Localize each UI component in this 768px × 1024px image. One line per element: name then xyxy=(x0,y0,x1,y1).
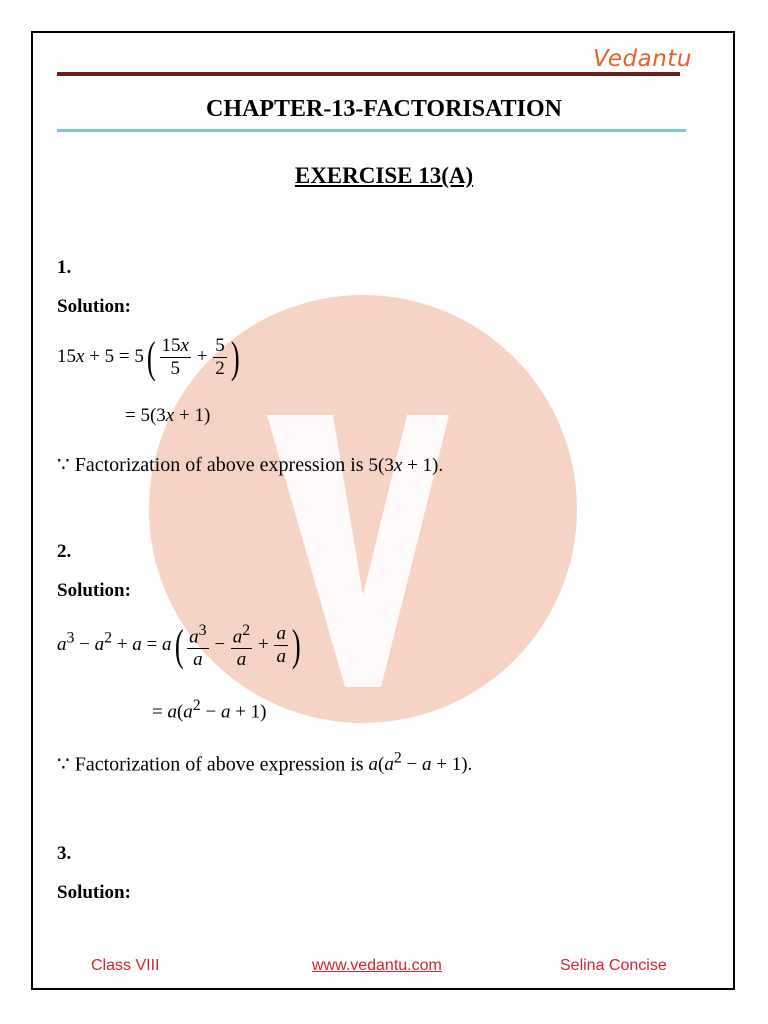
question-number: 2. xyxy=(57,541,72,562)
footer-website[interactable] xyxy=(312,957,442,975)
exercise-title: EXERCISE 13(A) xyxy=(294,163,474,188)
question-number: 1. xyxy=(57,257,72,278)
solution-label: Solution: xyxy=(57,882,131,903)
solution-label: Solution: xyxy=(57,580,131,601)
header-rule xyxy=(57,72,680,76)
question-number: 3. xyxy=(57,843,72,864)
vedantu-logo: Vedantu xyxy=(593,46,692,72)
footer-class: Class VIII xyxy=(91,957,160,974)
conclusion-text: ∵ Factorization of above expression is 5(3x + 1). xyxy=(57,454,444,476)
equation-line: = $a(a^2 - a + 1)$ xyxy=(152,697,267,723)
chapter-title: CHAPTER-13-FACTORISATION xyxy=(205,96,563,122)
title-rule xyxy=(57,129,686,132)
website-link[interactable]: www.vedantu.com xyxy=(312,957,442,974)
equation-line: 15x + 5 = 5( $\frac{15x}{5}$ + $\frac{5}{2}$ ) xyxy=(57,332,240,382)
equation-line: = 5(3x + 1) xyxy=(125,405,211,426)
footer-book: Selina Concise xyxy=(560,957,667,974)
conclusion-text: ∵ Factorization of above expression is $a(a^2 - a + 1)$. xyxy=(57,750,473,776)
solution-label: Solution: xyxy=(57,296,131,317)
equation-line: $a^3 - a^2 + a = a$( $\frac{a^3}{a}$ − $\frac{a^2}{a}$ + $\frac{a}{a}$ ) xyxy=(57,620,301,671)
